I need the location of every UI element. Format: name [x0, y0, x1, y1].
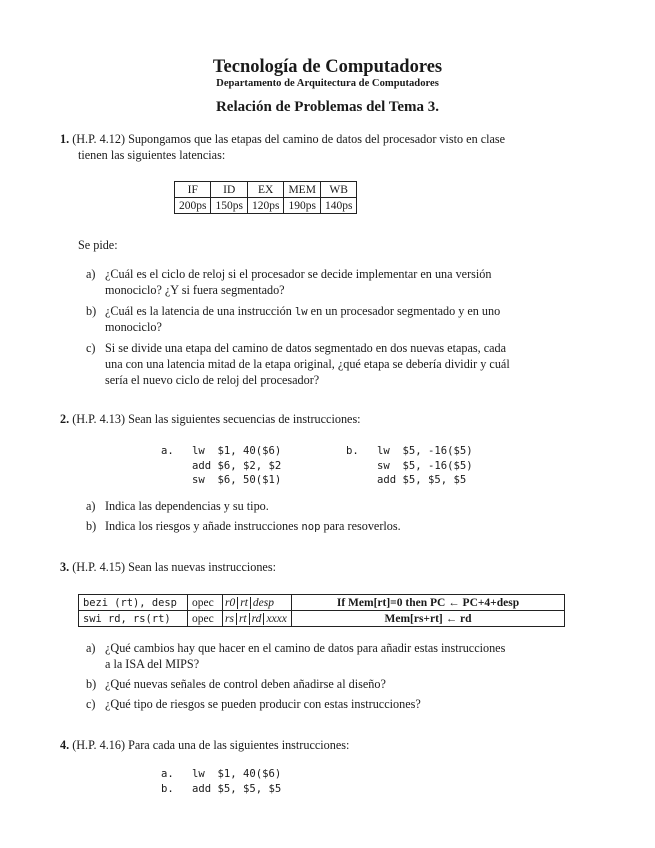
inline-code: lw — [294, 306, 308, 318]
item-text: Si se divide una etapa del camino de datos segmentado en dos nuevas etapas, cada — [105, 341, 507, 355]
item-text: a la ISA del MIPS? — [105, 657, 200, 671]
table-header-cell: EX — [247, 182, 283, 198]
problem-ref: (H.P. 4.15) — [72, 560, 126, 574]
table-cell: 140ps — [320, 198, 356, 214]
problem-ref: (H.P. 4.13) — [72, 412, 126, 426]
item-text — [105, 518, 401, 535]
table-cell: 200ps — [175, 198, 211, 214]
item-label: b) — [86, 677, 97, 691]
code-line: sw $6, 50($1) — [192, 474, 282, 486]
code-line: add $6, $2, $2 — [192, 459, 282, 472]
item-label: b) — [86, 304, 97, 318]
item-label: a) — [86, 267, 96, 281]
problem-number: 1. — [60, 132, 70, 146]
table-row — [79, 611, 565, 627]
problem-1-line-1 — [60, 131, 505, 147]
problem-text: Supongamos que las etapas del camino de datos del procesador visto en clase — [128, 132, 506, 146]
field-rd: rd — [251, 612, 262, 625]
latency-table — [174, 181, 357, 214]
item-text-part: Indica los riesgos y añade instrucciones — [105, 519, 299, 533]
item-text-part: ¿Cuál es la latencia de una instrucción — [105, 304, 292, 318]
table-header-cell: WB — [320, 182, 356, 198]
code-line: add $5, $5, $5 — [192, 783, 282, 795]
department-name: Departamento de Arquitectura de Computadores — [216, 78, 439, 89]
instruction-encoding-table — [78, 594, 565, 627]
inline-code: nop — [301, 521, 321, 533]
sequence-label: a. — [161, 445, 174, 457]
document-title: Tecnología de Computadores — [212, 57, 443, 77]
semantics-cell: Mem[rs+rt] ← rd — [292, 611, 565, 627]
instruction-cell — [79, 611, 188, 627]
item-label: c) — [86, 697, 96, 711]
item-text: ¿Qué tipo de riesgos se pueden producir con estas instrucciones? — [105, 697, 421, 711]
item-text: una con una latencia mitad de la etapa original, ¿qué etapa se debería dividir y cuál — [105, 357, 510, 371]
item-text: ¿Qué cambios hay que hacer en el camino de datos para añadir estas instrucciones — [105, 641, 506, 655]
code-line: lw $1, 40($6) — [192, 445, 282, 457]
table-header-cell: IF — [175, 182, 211, 198]
problem-number: 2. — [60, 412, 70, 426]
semantics-cell: If Mem[rt]=0 then PC ← PC+4+desp — [292, 595, 565, 611]
problem-number: 4. — [60, 738, 70, 752]
fields-cell — [223, 595, 292, 611]
sequence-label: b. — [346, 445, 359, 457]
sequence-label: b. — [161, 783, 174, 795]
item-label: a) — [86, 641, 96, 655]
item-text: ¿Qué nuevas señales de control deben añadirse al diseño? — [105, 677, 386, 691]
document-subtitle: Relación de Problemas del Tema 3. — [215, 99, 440, 115]
table-cell: 120ps — [247, 198, 283, 214]
item-text: Indica las dependencias y su tipo. — [105, 499, 269, 513]
se-pide: Se pide: — [78, 238, 118, 252]
problem-1-line-2: tienen las siguientes latencias: — [78, 148, 226, 162]
item-text: ¿Cuál es el ciclo de reloj si el procesador se decide implementar en una versión — [105, 267, 492, 281]
item-text: monociclo? — [105, 320, 162, 334]
problem-ref: (H.P. 4.12) — [72, 132, 126, 146]
table-cell: 190ps — [284, 198, 320, 214]
code-line: lw $5, -16($5) — [377, 445, 473, 457]
sequence-label: a. — [161, 768, 174, 780]
code-line: lw $1, 40($6) — [192, 768, 282, 780]
problem-number: 3. — [60, 560, 70, 574]
item-label: a) — [86, 499, 96, 513]
instruction-code: bezi (rt), desp — [83, 596, 177, 609]
table-header-cell: ID — [211, 182, 247, 198]
table-header-cell: MEM — [284, 182, 320, 198]
instruction-code: swi rd, rs(rt) — [83, 612, 171, 625]
item-text — [105, 303, 500, 320]
problem-2-line-1 — [60, 411, 361, 427]
table-row — [175, 182, 357, 198]
field-desp: desp — [252, 596, 274, 609]
opec-cell: opec — [188, 611, 223, 627]
table-row — [79, 595, 565, 611]
item-text-part: en un procesador segmentado y en uno — [310, 304, 501, 318]
item-text-part: para resoverlos. — [323, 519, 401, 533]
opec-cell: opec — [188, 595, 223, 611]
fields-cell — [223, 611, 292, 627]
problem-ref: (H.P. 4.16) — [72, 738, 126, 752]
field-xxxx: xxxx — [266, 612, 287, 625]
problem-text: Sean las siguientes secuencias de instrucciones: — [128, 412, 361, 426]
problem-3-line-1 — [60, 559, 276, 575]
item-text: sería el nuevo ciclo de reloj del procesador? — [105, 373, 320, 387]
item-text: monociclo? ¿Y si fuera segmentado? — [105, 283, 285, 297]
item-label: b) — [86, 519, 97, 533]
problem-text: Para cada una de las siguientes instrucciones: — [128, 738, 350, 752]
instruction-cell — [79, 595, 188, 611]
field-rt: rt — [240, 596, 248, 609]
table-row — [175, 198, 357, 214]
table-cell: 150ps — [211, 198, 247, 214]
code-line: sw $5, -16($5) — [377, 459, 473, 472]
problem-4-line-1 — [60, 737, 349, 753]
problem-text: Sean las nuevas instrucciones: — [128, 560, 276, 574]
item-label: c) — [86, 341, 96, 355]
code-line: add $5, $5, $5 — [377, 474, 467, 486]
field-rt: rt — [238, 612, 247, 625]
field-rs: rs — [225, 612, 234, 625]
field-r0: r0 — [225, 596, 236, 609]
